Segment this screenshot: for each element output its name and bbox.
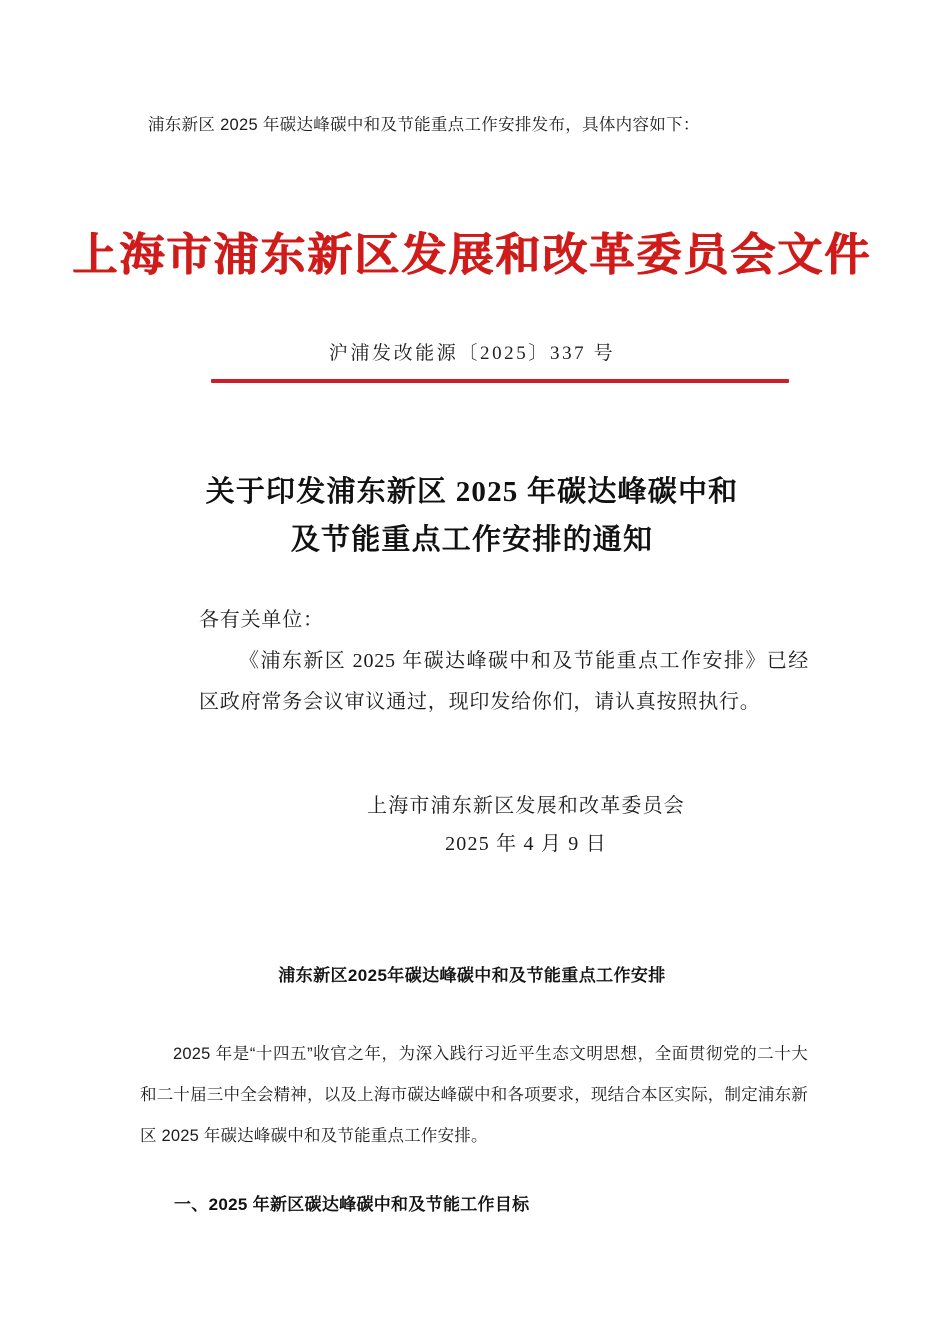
masthead-title: 上海市浦东新区发展和改革委员会文件 — [72, 230, 872, 280]
notice-salutation: 各有关单位： — [199, 609, 324, 631]
intro-line: 浦东新区 2025 年碳达峰碳中和及节能重点工作安排发布，具体内容如下： — [148, 116, 700, 134]
signature-date: 2025 年 4 月 9 日 — [445, 833, 607, 855]
signature-organization: 上海市浦东新区发展和改革委员会 — [367, 795, 685, 817]
signature-block — [199, 787, 809, 863]
page-title-line-1: 关于印发浦东新区 2025 年碳达峰碳中和 — [205, 476, 739, 508]
document-serial-number: 沪浦发改能源〔2025〕337 号 — [328, 343, 616, 364]
red-divider-rule — [211, 379, 789, 383]
notice-body — [199, 600, 809, 723]
section-heading-one: 一、2025 年新区碳达峰碳中和及节能工作目标 — [174, 1195, 530, 1214]
notice-paragraph: 《浦东新区 2025 年碳达峰碳中和及节能重点工作安排》已经区政府常务会议审议通过，现印发给你们，请认真按照执行。 — [199, 650, 809, 713]
attachment-paragraph: 2025 年是“十四五”收官之年，为深入践行习近平生态文明思想，全面贯彻党的二十大和二十届三中全会精神，以及上海市碳达峰碳中和各项要求，现结合本区实际，制定浦东新区 2025 年碳达峰碳中和及节能重点工作安排。 — [140, 1045, 808, 1145]
attachment-title: 浦东新区2025年碳达峰碳中和及节能重点工作安排 — [278, 966, 666, 985]
page-title-line-2: 及节能重点工作安排的通知 — [290, 524, 654, 556]
page-title — [0, 468, 944, 564]
masthead — [0, 226, 944, 284]
